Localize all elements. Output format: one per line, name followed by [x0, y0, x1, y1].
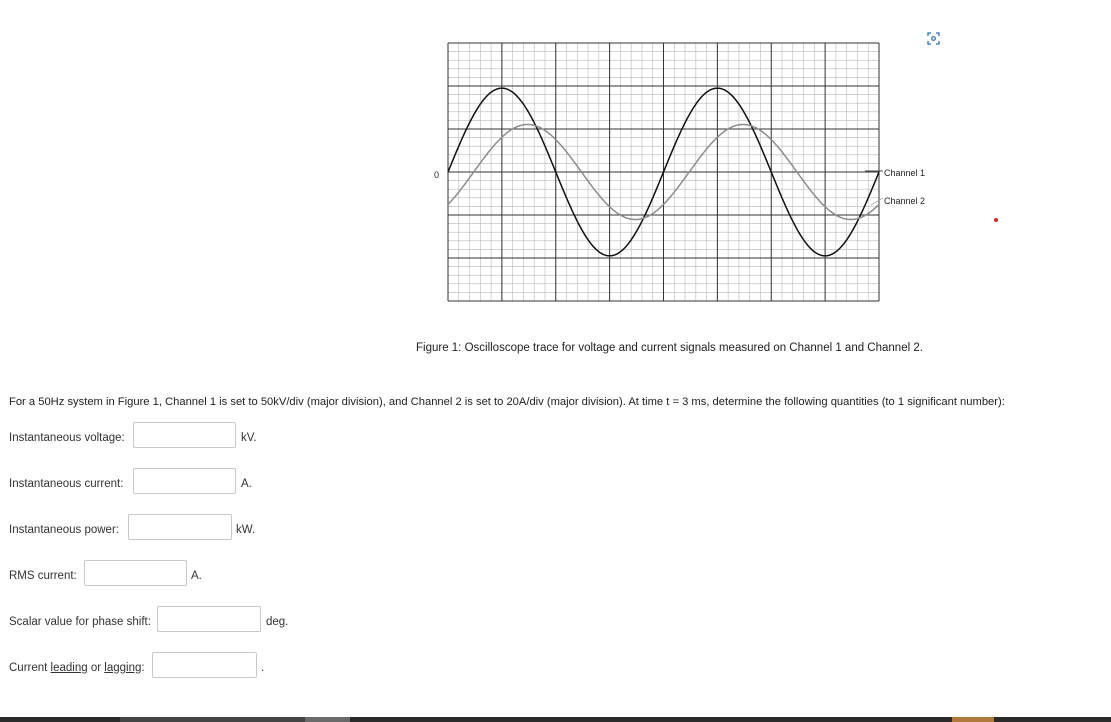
rms-current-label: RMS current: [9, 570, 77, 582]
power-unit: kW. [236, 524, 256, 536]
phase-shift-unit: deg. [266, 616, 289, 628]
channel-2-label: Channel 2 [884, 196, 926, 206]
phase-shift-input[interactable] [157, 606, 261, 632]
power-label: Instantaneous power: [9, 524, 119, 536]
zero-axis-label: 0 [434, 170, 440, 180]
question-prompt: For a 50Hz system in Figure 1, Channel 1 is set to 50kV/div (major division), and Channel 2 is set to 20A/div (major division). At time t = 3 ms, determine the following quantities (to 1 significant number): [9, 396, 1005, 408]
phase-shift-label: Scalar value for phase shift: [9, 616, 151, 628]
figure-caption: Figure 1: Oscilloscope trace for voltage and current signals measured on Channel 1 and Channel 2. [416, 342, 923, 354]
taskbar-segment [120, 717, 305, 722]
channel-1-label: Channel 1 [884, 168, 926, 178]
current-input[interactable] [133, 468, 236, 494]
oscilloscope-figure [440, 40, 900, 310]
leading-lagging-label [9, 662, 145, 674]
leading-lagging-input[interactable] [152, 652, 257, 678]
current-label: Instantaneous current: [9, 478, 124, 490]
leading-lagging-unit: . [261, 662, 265, 674]
label-colon: : [141, 662, 145, 674]
taskbar-segment [952, 717, 994, 722]
lagging-term: lagging [104, 662, 142, 674]
leading-term: leading [50, 662, 88, 674]
channel-2-leader [871, 198, 883, 205]
bottom-taskbar [0, 717, 1111, 722]
current-unit: A. [241, 478, 252, 490]
oscilloscope-trace [440, 40, 900, 310]
voltage-label: Instantaneous voltage: [9, 432, 125, 444]
voltage-input[interactable] [133, 422, 236, 448]
power-input[interactable] [128, 514, 232, 540]
voltage-unit: kV. [241, 432, 257, 444]
rms-current-input[interactable] [84, 560, 187, 586]
rms-current-unit: A. [191, 570, 202, 582]
red-dot-marker [994, 218, 998, 222]
expand-icon[interactable] [926, 31, 940, 45]
taskbar-segment [305, 717, 350, 722]
label-prefix: Current [9, 662, 51, 674]
label-or: or [87, 662, 105, 674]
